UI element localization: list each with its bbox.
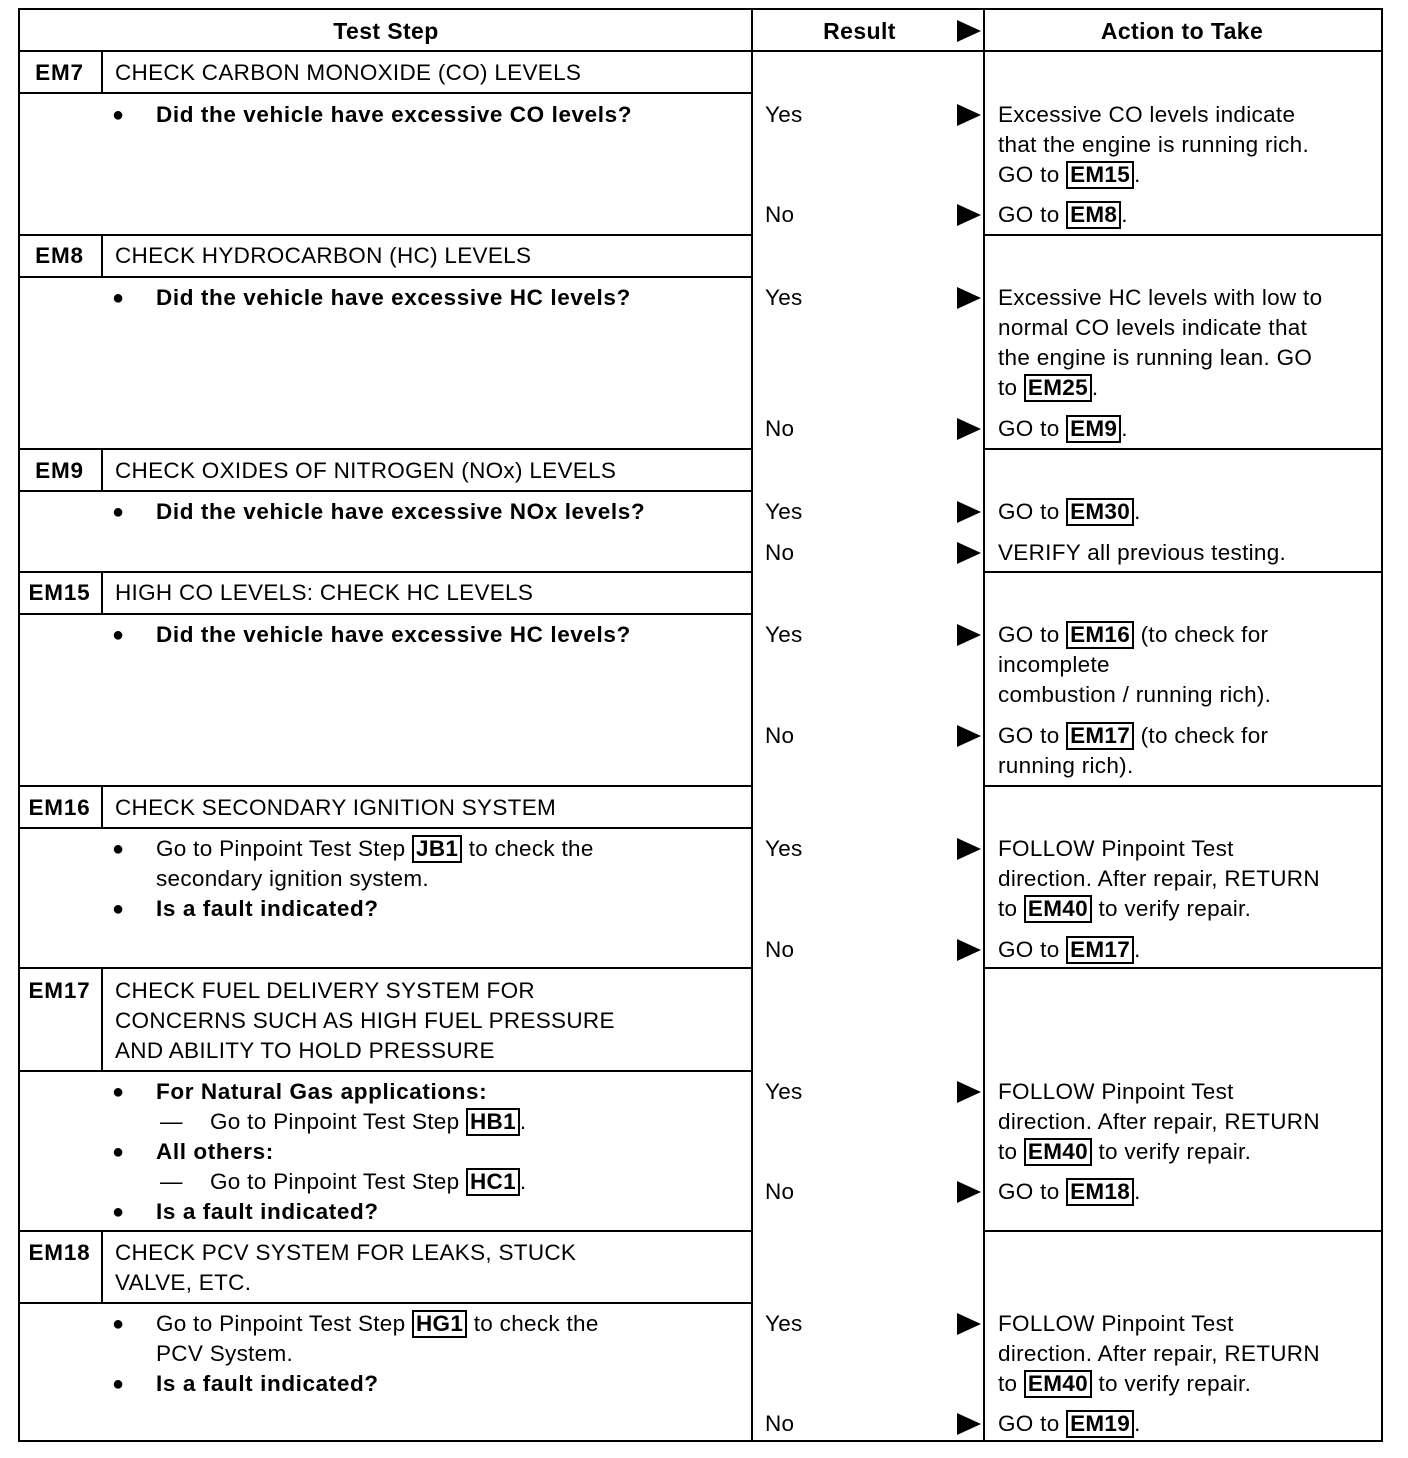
- bullet-icon: ●: [112, 501, 125, 523]
- step-reference: EM17: [1066, 722, 1134, 750]
- table-top-border: [18, 8, 1383, 10]
- result-label: Yes: [765, 836, 803, 861]
- step-question: [156, 1197, 379, 1227]
- action-text: FOLLOW Pinpoint Test: [998, 1079, 1234, 1104]
- text-run: Did the vehicle have excessive HC levels?: [156, 285, 631, 310]
- dash: —: [160, 1109, 183, 1134]
- step-divider: [18, 967, 751, 969]
- text-run: .: [1134, 162, 1141, 187]
- result-arrow-icon: [957, 624, 981, 646]
- result-arrow-icon: [957, 204, 981, 226]
- bullet-icon: ●: [112, 838, 125, 860]
- step-question: [156, 1137, 274, 1167]
- step-title: AND ABILITY TO HOLD PRESSURE: [115, 1038, 495, 1063]
- step-reference: EM15: [1066, 161, 1134, 189]
- text-run: (to check for: [1134, 622, 1269, 647]
- text-run: Did the vehicle have excessive NOx levels?: [156, 499, 646, 524]
- text-run: .: [519, 1169, 527, 1194]
- text-run: GO to: [998, 1179, 1067, 1204]
- step-divider: [18, 785, 751, 787]
- step-id-divider: [101, 449, 103, 490]
- step-reference: EM40: [1024, 1138, 1092, 1166]
- text-run: to: [998, 1371, 1024, 1396]
- result-label: No: [765, 937, 795, 962]
- bullet-icon: ●: [112, 104, 125, 126]
- action-text: FOLLOW Pinpoint Test: [998, 1311, 1234, 1336]
- action-text: [998, 721, 1268, 751]
- step-reference: EM17: [1066, 936, 1134, 964]
- step-title: VALVE, ETC.: [115, 1270, 252, 1295]
- step-id-divider: [101, 235, 103, 276]
- text-run: .: [519, 1109, 527, 1134]
- step-header-bottom: [18, 1070, 751, 1072]
- header-test-step: Test Step: [333, 18, 439, 44]
- step-question: [156, 100, 632, 130]
- result-arrow-icon: [957, 1313, 981, 1335]
- text-run: to verify repair.: [1091, 1139, 1252, 1164]
- step-title: CONCERNS SUCH AS HIGH FUEL PRESSURE: [115, 1008, 615, 1033]
- step-header-bottom: [18, 92, 751, 94]
- step-id: EM8: [35, 243, 84, 268]
- text-run: Go to Pinpoint Test Step: [210, 1109, 466, 1134]
- step-reference: EM30: [1066, 498, 1134, 526]
- step-id: EM9: [35, 458, 84, 483]
- result-label: No: [765, 540, 795, 565]
- step-question: [156, 497, 645, 527]
- result-label: No: [765, 416, 795, 441]
- step-reference: EM8: [1066, 201, 1121, 229]
- action-text: combustion / running rich).: [998, 682, 1272, 707]
- text-run: .: [1134, 499, 1141, 524]
- step-question: [156, 283, 631, 313]
- header-bottom-border: [18, 50, 1383, 52]
- step-header-bottom: [18, 1302, 751, 1304]
- action-text: direction. After repair, RETURN: [998, 1341, 1320, 1366]
- text-run: .: [1121, 416, 1128, 441]
- step-reference: JB1: [412, 835, 462, 863]
- step-question: [156, 1369, 379, 1399]
- text-run: GO to: [998, 723, 1067, 748]
- action-text: that the engine is running rich.: [998, 132, 1310, 157]
- action-text: direction. After repair, RETURN: [998, 1109, 1320, 1134]
- text-run: Go to Pinpoint Test Step: [210, 1169, 466, 1194]
- action-text: VERIFY all previous testing.: [998, 540, 1287, 565]
- action-text: [998, 373, 1098, 403]
- step-reference: EM18: [1066, 1178, 1134, 1206]
- text-run: GO to: [998, 1411, 1067, 1436]
- step-id-divider: [101, 786, 103, 827]
- result-column-divider: [751, 8, 753, 1442]
- action-text: [998, 935, 1141, 965]
- step-divider: [18, 234, 751, 236]
- text-run: (to check for: [1134, 723, 1269, 748]
- action-step-divider: [983, 785, 1383, 787]
- result-arrow-icon: [957, 1081, 981, 1103]
- result-arrow-icon: [957, 725, 981, 747]
- result-label: Yes: [765, 1311, 803, 1336]
- dash: —: [160, 1169, 183, 1194]
- action-text: [998, 1177, 1141, 1207]
- step-id: EM18: [28, 1240, 91, 1265]
- action-step-divider: [983, 448, 1383, 450]
- bullet-icon: ●: [112, 1313, 125, 1335]
- header-result: Result: [823, 18, 896, 44]
- text-run: Is a fault indicated?: [156, 1199, 379, 1224]
- step-id-divider: [101, 52, 103, 92]
- result-arrow-icon: [957, 1413, 981, 1435]
- text-run: to: [998, 375, 1024, 400]
- header-arrow-icon: [957, 20, 981, 42]
- bullet-icon: ●: [112, 1141, 125, 1163]
- step-header-bottom: [18, 613, 751, 615]
- text-run: GO to: [998, 622, 1067, 647]
- text-run: to verify repair.: [1091, 1371, 1252, 1396]
- text-run: Go to Pinpoint Test Step: [156, 836, 412, 861]
- bullet-icon: ●: [112, 898, 125, 920]
- step-reference: EM40: [1024, 895, 1092, 923]
- step-header-bottom: [18, 276, 751, 278]
- step-question: [156, 894, 379, 924]
- action-text: [998, 1409, 1141, 1439]
- step-reference: HG1: [412, 1310, 467, 1338]
- action-step-divider: [983, 1230, 1383, 1232]
- step-instruction: secondary ignition system.: [156, 866, 429, 891]
- table-left-border: [18, 8, 20, 1442]
- step-instruction: [156, 834, 594, 864]
- text-run: GO to: [998, 937, 1067, 962]
- result-label: Yes: [765, 285, 803, 310]
- text-run: to check the: [467, 1311, 599, 1336]
- result-label: No: [765, 723, 795, 748]
- result-arrow-icon: [957, 418, 981, 440]
- action-text: [998, 497, 1141, 527]
- text-run: .: [1134, 1179, 1141, 1204]
- step-question: [156, 620, 631, 650]
- table-right-border: [1381, 8, 1383, 1442]
- step-id: EM7: [35, 60, 84, 85]
- action-text: direction. After repair, RETURN: [998, 866, 1320, 891]
- step-id: EM16: [28, 795, 91, 820]
- result-arrow-icon: [957, 542, 981, 564]
- step-question: [156, 1077, 487, 1107]
- text-run: .: [1134, 1411, 1141, 1436]
- step-divider: [18, 571, 751, 573]
- text-run: to verify repair.: [1091, 896, 1252, 921]
- text-run: Go to Pinpoint Test Step: [156, 1311, 412, 1336]
- action-text: [998, 620, 1268, 650]
- result-label: No: [765, 1179, 795, 1204]
- header-action: Action to Take: [1100, 18, 1264, 44]
- step-header-bottom: [18, 490, 751, 492]
- step-id: EM15: [28, 580, 91, 605]
- step-title: CHECK OXIDES OF NITROGEN (NOx) LEVELS: [115, 458, 617, 483]
- action-text: [998, 200, 1128, 230]
- result-arrow-icon: [957, 104, 981, 126]
- action-text: normal CO levels indicate that: [998, 315, 1308, 340]
- step-divider: [18, 448, 751, 450]
- text-run: Did the vehicle have excessive HC levels?: [156, 622, 631, 647]
- result-label: Yes: [765, 1079, 803, 1104]
- action-text: [998, 414, 1128, 444]
- action-column-divider: [983, 8, 985, 1442]
- step-id-divider: [101, 572, 103, 613]
- text-run: GO to: [998, 162, 1067, 187]
- text-run: For Natural Gas applications:: [156, 1079, 488, 1104]
- step-title: HIGH CO LEVELS: CHECK HC LEVELS: [115, 580, 534, 605]
- text-run: to check the: [462, 836, 594, 861]
- action-text: Excessive CO levels indicate: [998, 102, 1296, 127]
- result-arrow-icon: [957, 838, 981, 860]
- action-text: [998, 160, 1141, 190]
- action-step-divider: [983, 571, 1383, 573]
- result-arrow-icon: [957, 501, 981, 523]
- text-run: GO to: [998, 416, 1067, 441]
- step-id-divider: [101, 1231, 103, 1302]
- result-arrow-icon: [957, 287, 981, 309]
- step-id-divider: [101, 968, 103, 1070]
- action-text: incomplete: [998, 652, 1110, 677]
- action-step-divider: [983, 967, 1383, 969]
- text-run: GO to: [998, 202, 1067, 227]
- step-instruction: PCV System.: [156, 1341, 294, 1366]
- bullet-icon: ●: [112, 1081, 125, 1103]
- table-bottom-border: [18, 1440, 1383, 1442]
- text-run: All others:: [156, 1139, 274, 1164]
- action-text: [998, 894, 1251, 924]
- action-text: [998, 1137, 1251, 1167]
- text-run: .: [1091, 375, 1099, 400]
- action-text: [998, 1369, 1251, 1399]
- step-title: CHECK HYDROCARBON (HC) LEVELS: [115, 243, 532, 268]
- step-reference: EM9: [1066, 415, 1121, 443]
- result-label: Yes: [765, 499, 803, 524]
- action-text: the engine is running lean. GO: [998, 345, 1313, 370]
- step-reference: EM16: [1066, 621, 1134, 649]
- step-reference: EM25: [1024, 374, 1092, 402]
- step-instruction: [210, 1167, 526, 1197]
- text-run: .: [1134, 937, 1141, 962]
- step-divider: [18, 1230, 751, 1232]
- bullet-icon: ●: [112, 624, 125, 646]
- step-reference: HC1: [466, 1168, 520, 1196]
- action-text: running rich).: [998, 753, 1134, 778]
- result-arrow-icon: [957, 1181, 981, 1203]
- step-title: CHECK CARBON MONOXIDE (CO) LEVELS: [115, 60, 582, 85]
- result-label: No: [765, 1411, 795, 1436]
- bullet-icon: ●: [112, 1201, 125, 1223]
- action-step-divider: [983, 234, 1383, 236]
- step-instruction: [156, 1309, 599, 1339]
- result-label: No: [765, 202, 795, 227]
- bullet-icon: ●: [112, 1373, 125, 1395]
- text-run: Is a fault indicated?: [156, 896, 379, 921]
- step-reference: HB1: [466, 1108, 520, 1136]
- result-label: Yes: [765, 622, 803, 647]
- result-label: Yes: [765, 102, 803, 127]
- text-run: GO to: [998, 499, 1067, 524]
- step-title: CHECK SECONDARY IGNITION SYSTEM: [115, 795, 557, 820]
- text-run: Is a fault indicated?: [156, 1371, 379, 1396]
- step-reference: EM19: [1066, 1410, 1134, 1438]
- step-title: CHECK PCV SYSTEM FOR LEAKS, STUCK: [115, 1240, 577, 1265]
- step-header-bottom: [18, 827, 751, 829]
- step-title: CHECK FUEL DELIVERY SYSTEM FOR: [115, 978, 535, 1003]
- action-text: FOLLOW Pinpoint Test: [998, 836, 1234, 861]
- step-reference: EM40: [1024, 1370, 1092, 1398]
- text-run: Did the vehicle have excessive CO levels?: [156, 102, 633, 127]
- text-run: to: [998, 896, 1024, 921]
- text-run: to: [998, 1139, 1024, 1164]
- step-id: EM17: [28, 978, 91, 1003]
- bullet-icon: ●: [112, 287, 125, 309]
- text-run: .: [1121, 202, 1128, 227]
- result-arrow-icon: [957, 939, 981, 961]
- step-instruction: [210, 1107, 526, 1137]
- action-text: Excessive HC levels with low to: [998, 285, 1323, 310]
